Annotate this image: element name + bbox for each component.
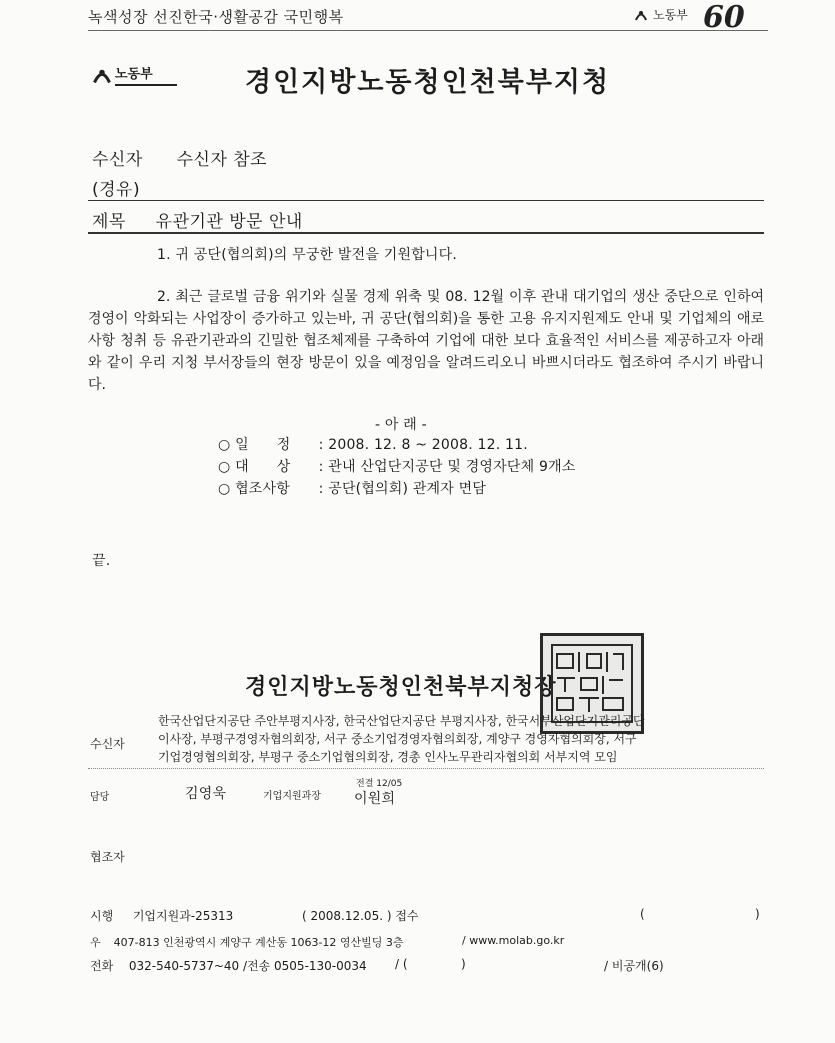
ministry-emblem-icon xyxy=(92,65,112,85)
item-value: : 관내 산업단지공단 및 경영자단체 9개소 xyxy=(318,459,576,475)
phone-row xyxy=(90,957,367,974)
drafter-label: 담당 xyxy=(90,792,110,803)
receipt-close: ) xyxy=(755,907,760,921)
recipient-value: 수신자 참조 xyxy=(176,150,268,170)
approver-name: 이원희 xyxy=(354,791,396,807)
email-placeholder: / ( ) xyxy=(395,957,466,971)
address-label: 우 xyxy=(90,936,101,949)
item-value: : 2008. 12. 8 ~ 2008. 12. 11. xyxy=(318,437,528,453)
paragraph-1: 1. 귀 공단(협의회)의 무궁한 발전을 기원합니다. xyxy=(157,247,458,263)
approval-note: 전결 12/05 xyxy=(356,779,403,789)
subject-divider xyxy=(88,232,764,234)
end-mark: 끝. xyxy=(92,553,111,569)
address-value: 407-813 인천광역시 계양구 계산동 1063-12 영산빌딩 3층 xyxy=(113,936,404,949)
ministry-logo-icon xyxy=(633,7,649,23)
recipients-divider xyxy=(88,768,764,769)
recipient-row xyxy=(92,145,267,170)
item-label: ○ 협조사항 xyxy=(218,481,290,497)
website-link[interactable]: / www.molab.go.kr xyxy=(462,934,565,947)
item-target xyxy=(218,456,576,476)
via-divider xyxy=(88,200,764,201)
item-schedule xyxy=(218,434,528,454)
enforce-value: 기업지원과-25313 xyxy=(132,909,234,923)
enforce-row xyxy=(90,907,233,924)
enforce-label: 시행 xyxy=(90,909,114,923)
letterhead-brand xyxy=(92,63,177,86)
org-title: 경인지방노동청인천북부지청 xyxy=(245,67,611,98)
drafter-name: 김영욱 xyxy=(185,786,227,802)
item-cooperation xyxy=(218,478,486,498)
header-logo xyxy=(633,6,688,23)
disclosure-status: / 비공개(6) xyxy=(604,959,664,973)
recipients-list xyxy=(158,712,645,766)
address-row xyxy=(90,934,404,950)
letterhead-brand-text: 노동부 xyxy=(115,67,153,82)
header-logo-text: 노동부 xyxy=(653,8,688,22)
recipients-line: 이사장, 부평구경영자협의회장, 서구 중소기업경영자협의회장, 계양구 경영자협의회장, 서구 xyxy=(158,732,637,746)
enforce-date: ( 2008.12.05. ) 접수 xyxy=(302,909,419,923)
cooperator-label: 협조자 xyxy=(90,850,125,864)
subject-row xyxy=(92,207,303,232)
notice-heading: - 아 래 - xyxy=(375,417,427,433)
recipient-label: 수신자 xyxy=(92,150,143,170)
phone-value: 032-540-5737~40 /전송 0505-130-0034 xyxy=(128,959,367,973)
subject-label: 제목 xyxy=(92,212,126,232)
item-value: : 공단(협의회) 관계자 면담 xyxy=(318,481,487,497)
recipients-line: 기업경영협의회장, 부평구 중소기업협의회장, 경총 인사노무관리자협의회 서부지역 모임 xyxy=(158,750,618,764)
recipients-line: 한국산업단지공단 주안부평지사장, 한국산업단지공단 부평지사장, 한국서부산업단지관리공단 xyxy=(158,714,645,728)
item-label: ○ 일 정 xyxy=(218,437,291,453)
subject-value: 유관기관 방문 안내 xyxy=(155,212,303,232)
receipt-open: ( xyxy=(640,907,645,921)
header-slogan: 녹색성장 선진한국·생활공감 국민행복 xyxy=(88,8,344,26)
anniversary-mark: 60 xyxy=(703,0,745,35)
phone-label: 전화 xyxy=(90,959,114,973)
via-row: (경유) xyxy=(92,180,141,200)
paragraph-2: 2. 최근 글로벌 금융 위기와 실물 경제 위축 및 08. 12월 이후 관내 대기업의 생산 중단으로 인하여 경영이 악화되는 사업장이 증가하고 있는바, 귀 공단(협의회)을 통한 고용 유지지원제도 안내 및 기업체의 애로사항 청취 등 유관기관과의 긴밀한 협조체제를 구축하여 기업에 대한 보다 효율적인 서비스를 제공하고자 아래와 같이 우리 지청 부서장들의 현장 방문이 있을 예정임을 알려드리오니 바쁘시더라도 협조하여 주시기 바랍니다. xyxy=(88,289,764,393)
recipients-label: 수신자 xyxy=(90,737,125,751)
brand-underline xyxy=(115,84,177,86)
header-divider xyxy=(88,30,768,31)
approver-title: 기업지원과장 xyxy=(263,791,321,802)
item-label: ○ 대 상 xyxy=(218,459,291,475)
signature-title: 경인지방노동청인천북부지청장 xyxy=(245,674,557,700)
